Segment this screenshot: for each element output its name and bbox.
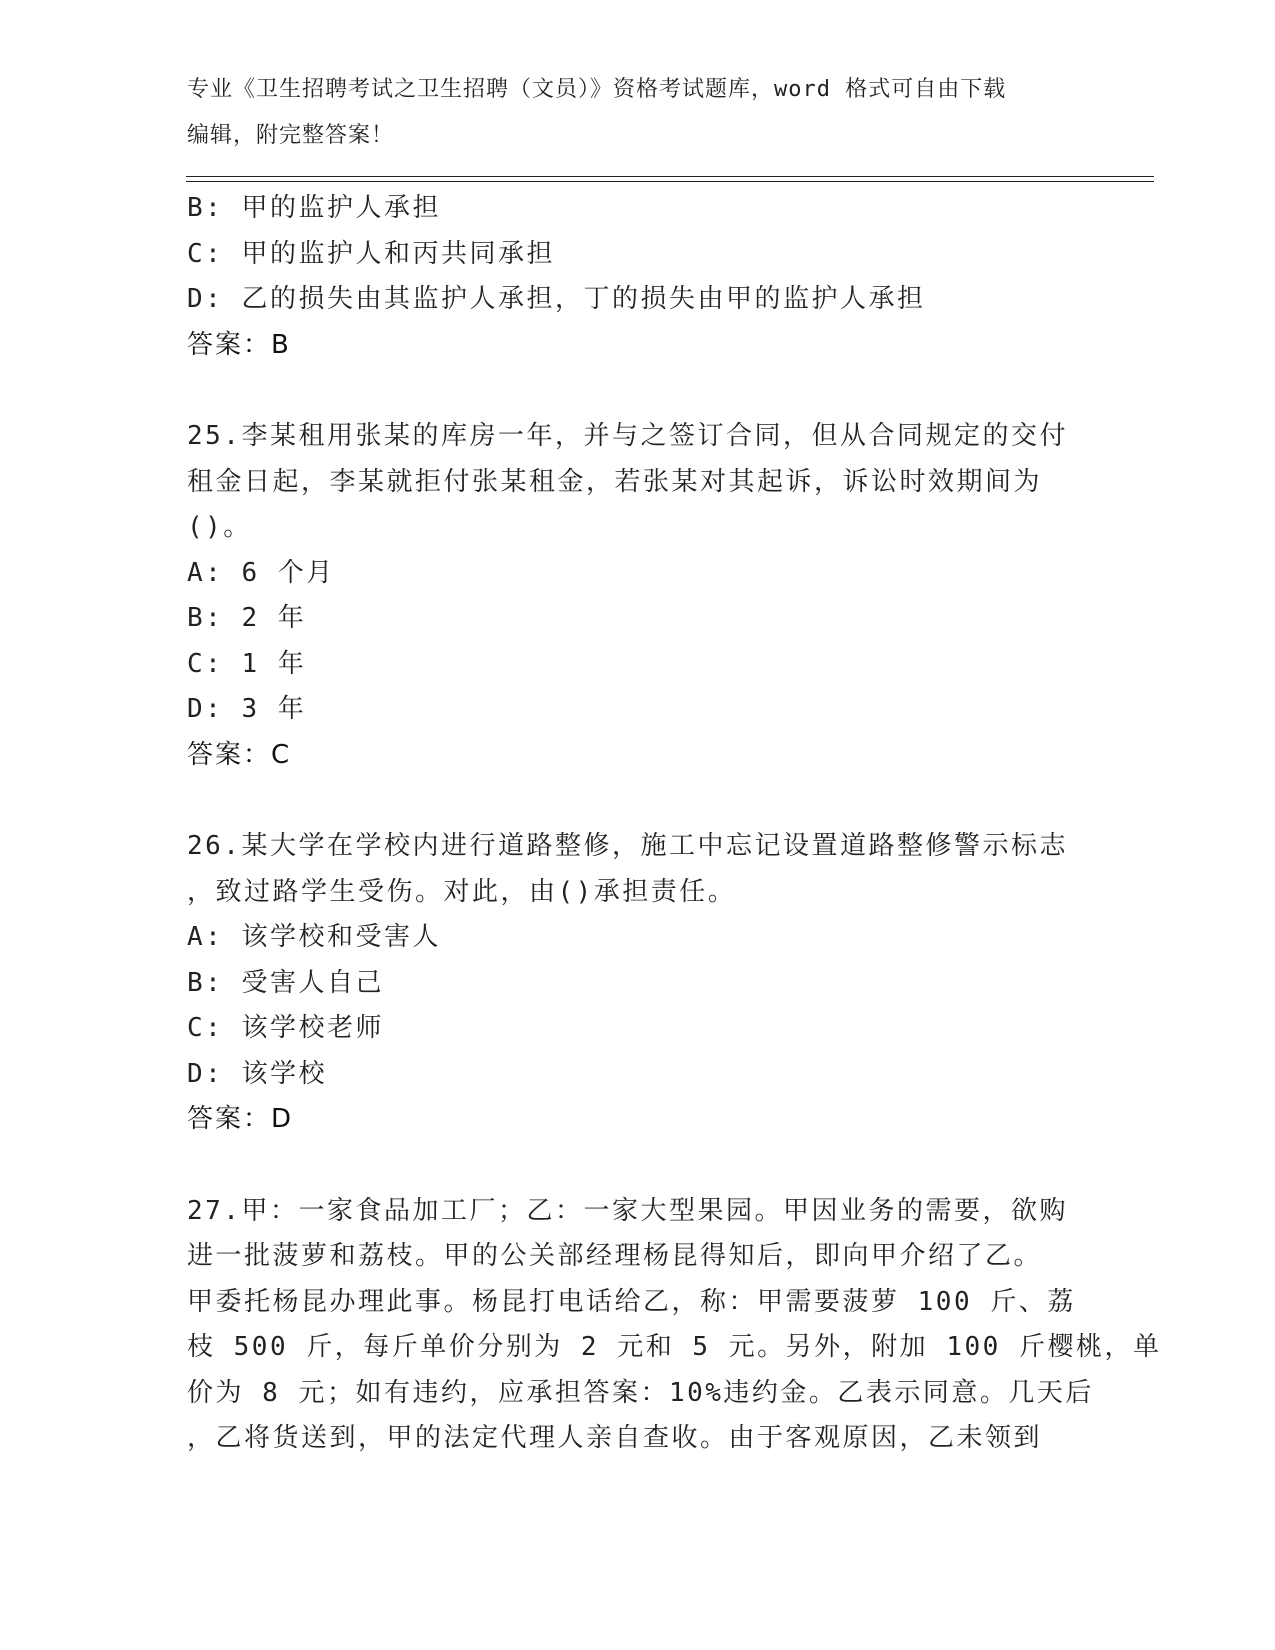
header-rule-top bbox=[186, 176, 1154, 177]
option-b: B: 2 年 bbox=[187, 603, 307, 633]
answer-line: 答案：D bbox=[187, 1104, 294, 1134]
option-a: A: 该学校和受害人 bbox=[187, 922, 441, 952]
question-stem-line: 甲委托杨昆办理此事。杨昆打电话给乙，称：甲需要菠萝 100 斤、荔 bbox=[187, 1286, 1076, 1317]
question-stem-line: 26.某大学在学校内进行道路整修，施工中忘记设置道路整修警示标志 bbox=[187, 831, 1068, 861]
document-header bbox=[187, 74, 1087, 165]
header-line-1: 专业《卫生招聘考试之卫生招聘（文员）》资格考试题库，word 格式可自由下载 bbox=[187, 77, 1007, 102]
option-d: D: 该学校 bbox=[187, 1058, 327, 1089]
question-stem-line: 进一批菠萝和荔枝。甲的公关部经理杨昆得知后，即向甲介绍了乙。 bbox=[187, 1241, 1043, 1271]
option-a: A: 6 个月 bbox=[187, 557, 335, 588]
question-stem-line: 枝 500 斤，每斤单价分别为 2 元和 5 元。另外，附加 100 斤樱桃，单 bbox=[187, 1332, 1162, 1362]
question-stem-line: 租金日起，李某就拒付张某租金，若张某对其起诉，诉讼时效期间为 bbox=[187, 466, 1043, 497]
spacer bbox=[187, 368, 1087, 414]
option-c: C: 该学校老师 bbox=[187, 1013, 384, 1043]
question-stem-line: 27.甲：一家食品加工厂；乙：一家大型果园。甲因业务的需要，欲购 bbox=[187, 1195, 1068, 1226]
question-26 bbox=[187, 824, 1087, 1143]
question-24-tail bbox=[187, 186, 1087, 368]
question-stem-line: ，乙将货送到，甲的法定代理人亲自查收。由于客观原因，乙未领到 bbox=[187, 1423, 1043, 1453]
question-27 bbox=[187, 1189, 1162, 1462]
answer-line: 答案：B bbox=[187, 329, 291, 360]
spacer bbox=[187, 1143, 1087, 1189]
header-rule-bottom bbox=[186, 181, 1154, 182]
question-stem-line: ，致过路学生受伤。对此，由()承担责任。 bbox=[187, 876, 737, 907]
question-25 bbox=[187, 414, 1087, 778]
option-d: D: 乙的损失由其监护人承担，丁的损失由甲的监护人承担 bbox=[187, 284, 926, 314]
option-c: C: 甲的监护人和丙共同承担 bbox=[187, 238, 555, 269]
option-b: B: 受害人自己 bbox=[187, 967, 384, 998]
option-d: D: 3 年 bbox=[187, 694, 307, 724]
option-b: B: 甲的监护人承担 bbox=[187, 193, 441, 223]
header-line-2: 编辑，附完整答案！ bbox=[187, 122, 395, 148]
option-c: C: 1 年 bbox=[187, 648, 307, 679]
answer-line: 答案：C bbox=[187, 739, 292, 770]
question-stem-line: ()。 bbox=[187, 512, 252, 542]
document-body bbox=[187, 186, 1162, 1462]
question-stem-line: 25.李某租用张某的库房一年，并与之签订合同，但从合同规定的交付 bbox=[187, 421, 1068, 451]
question-stem-line: 价为 8 元；如有违约，应承担答案：10%违约金。乙表示同意。几天后 bbox=[187, 1377, 1094, 1408]
spacer bbox=[187, 778, 1087, 824]
